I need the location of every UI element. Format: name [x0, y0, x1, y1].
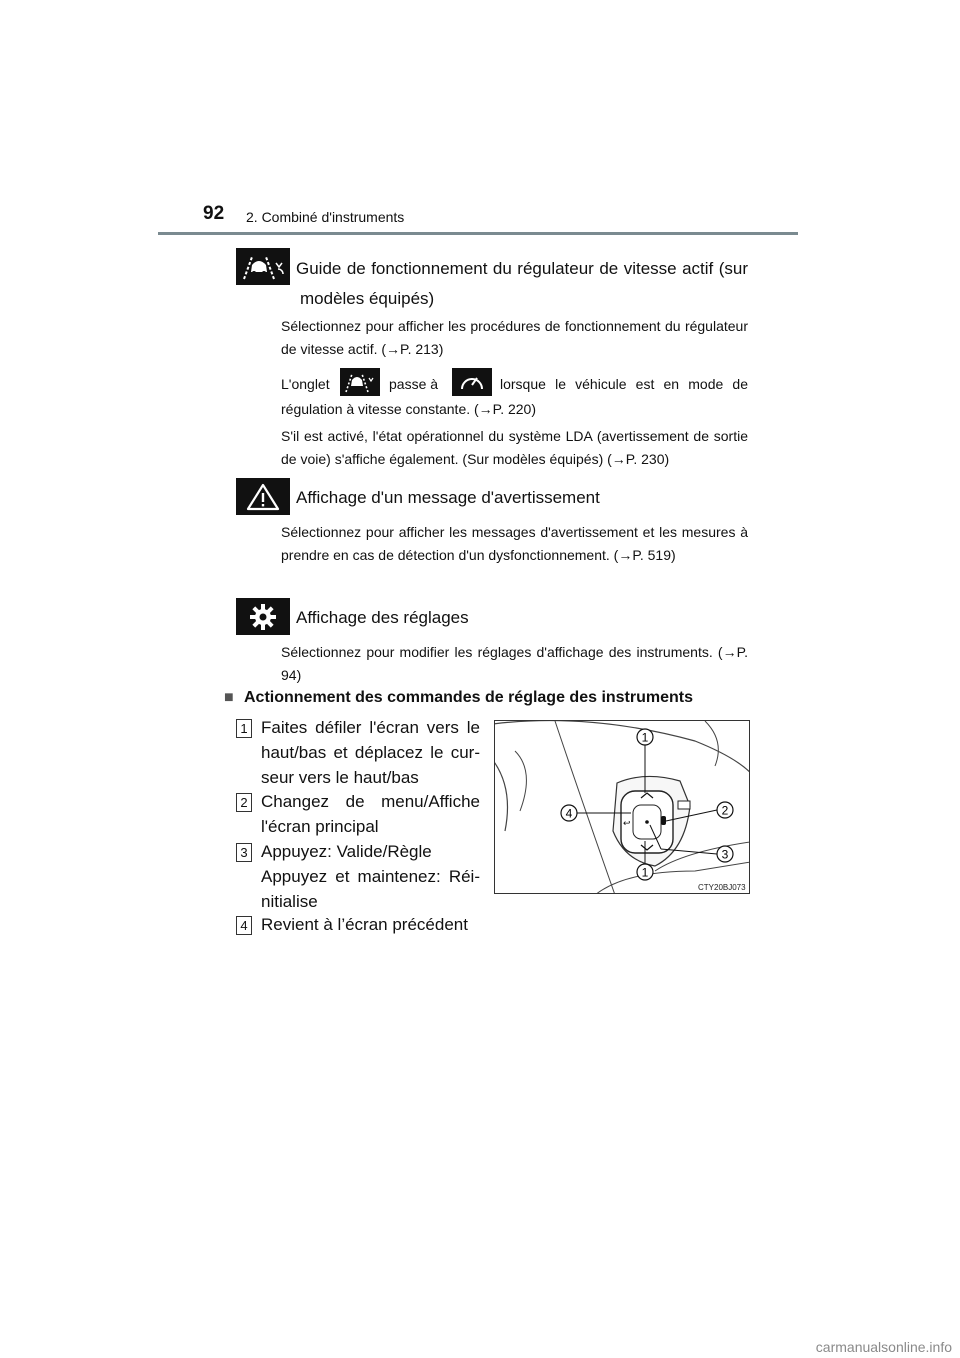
cruise-guide-p2-c: lorsque le véhicule est en mode de: [500, 376, 748, 392]
warning-section-p1: Sélectionnez pour afficher les messages d'avertissement et les mesures à prendre en cas de détection d'un dysfonctionnement. (→P. 519): [281, 524, 748, 563]
controls-heading: Actionnement des commandes de réglage des instruments: [244, 689, 694, 706]
figure-callout-1-top: 1: [641, 730, 649, 745]
warning-triangle-icon: [236, 478, 290, 515]
section-bullet: ■: [224, 689, 234, 706]
list-item-2: Changez de menu/Affiche l'écran principal: [261, 792, 480, 836]
gear-icon: [236, 598, 290, 635]
svg-text:↩: ↩: [623, 819, 631, 829]
cruise-guide-p2-b: passe à: [389, 376, 439, 392]
cruise-guide-p2-d: régulation à vitesse constante. (→P. 220): [281, 401, 537, 417]
list-item-1: Faites défiler l'écran vers le haut/bas et déplacez le curseur vers le haut/bas: [261, 718, 480, 787]
figure-callout-2: 2: [721, 803, 729, 818]
cruise-guide-p3: S'il est activé, l'état opérationnel du système LDA (avertissement de sortie de voie) s'affiche également. (Sur modèles équipés) (→P. 230): [281, 428, 748, 467]
cruise-guide-p2-a: L'onglet: [281, 376, 330, 392]
list-item-4: Revient à l’écran précédent: [261, 915, 468, 934]
list-number-1: 1: [236, 719, 252, 738]
cruise-control-tab-icon: [340, 368, 380, 396]
list-number-4: 4: [236, 916, 252, 935]
header-rule: [158, 232, 798, 235]
figure-callout-4: 4: [565, 806, 573, 821]
warning-section-title: Affichage d'un message d'avertissement: [296, 488, 600, 507]
page-number: 92: [203, 203, 225, 224]
list-item-3b: Appuyez et maintenez: Réinitialise: [261, 867, 480, 911]
list-item-3a: Appuyez: Valide/Règle: [261, 842, 432, 861]
steering-switch-figure: [494, 720, 750, 894]
figure-code: CTY20BJ073: [698, 883, 746, 892]
cruise-guide-p1: Sélectionnez pour afficher les procédures de fonctionnement du régulateur de vitesse actif. (→P. 213): [281, 318, 748, 357]
figure-callout-1-bottom: 1: [641, 865, 649, 880]
chapter-title: 2. Combiné d'instruments: [246, 209, 405, 225]
site-watermark: carmanualsonline.info: [815, 1339, 952, 1355]
list-number-2: 2: [236, 793, 252, 812]
cruise-control-guide-icon: [236, 248, 290, 285]
speedometer-tab-icon: [452, 368, 492, 396]
figure-callout-3: 3: [721, 847, 729, 862]
cruise-guide-title-line1: Guide de fonctionnement du régulateur de vitesse actif (sur: [296, 259, 748, 278]
cruise-guide-title-line2: modèles équipés): [300, 289, 435, 308]
list-number-3: 3: [236, 843, 252, 862]
settings-section-p1: Sélectionnez pour modifier les réglages d'affichage des instruments. (→P. 94): [281, 644, 748, 683]
settings-section-title: Affichage des réglages: [296, 608, 469, 627]
